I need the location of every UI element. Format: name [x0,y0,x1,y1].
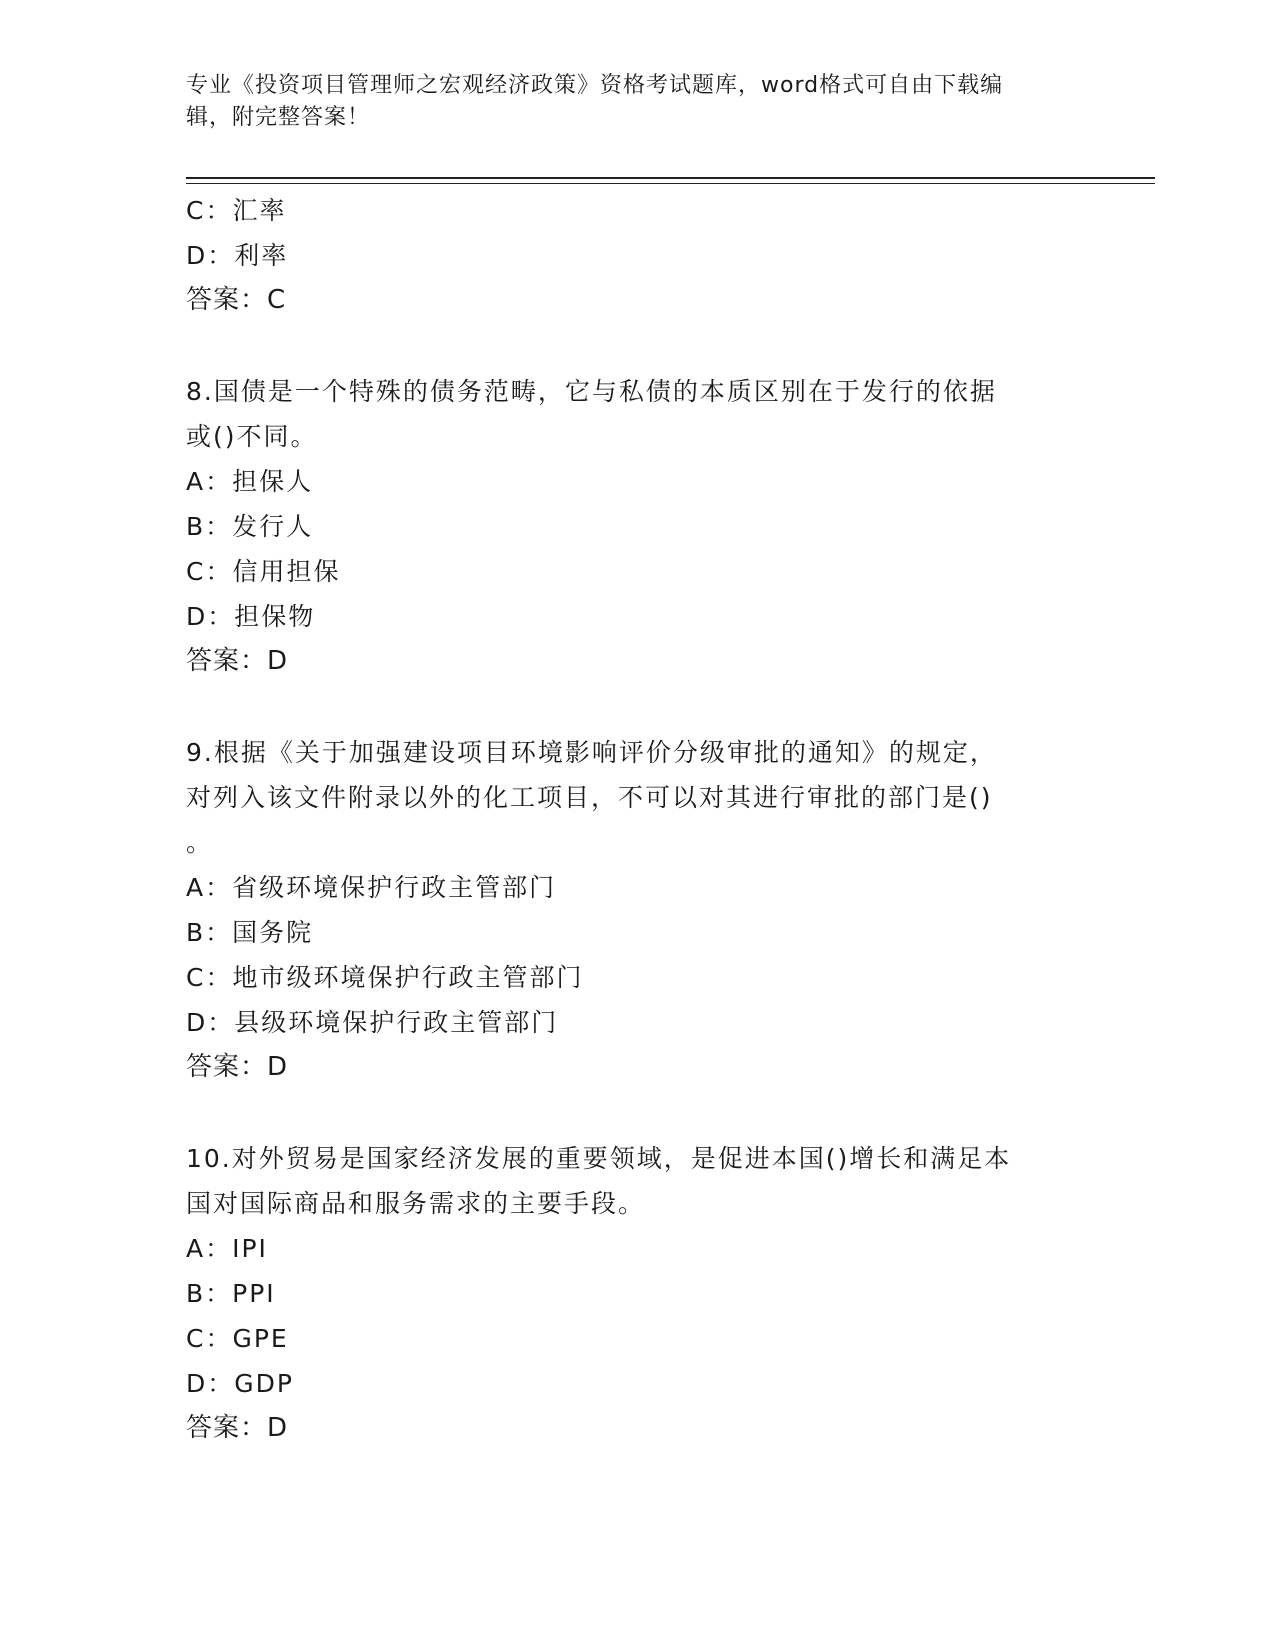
header-line-2: 辑，附完整答案！ [186,105,371,130]
q7-option-c: C：汇率 [186,196,287,225]
spacer [186,684,1086,730]
q10-option-d: D：GDP [186,1369,294,1398]
header-divider-thin [186,183,1155,184]
q7-option-d: D：利率 [186,241,289,270]
q9-text-line-1: 9.根据《关于加强建设项目环境影响评价分级审批的通知》的规定， [186,738,997,767]
q9-text-line-3: 。 [186,828,214,857]
spacer [186,1090,1086,1136]
question-content [186,188,1086,1451]
q8-option-d: D：担保物 [186,602,316,631]
q8-option-a: A：担保人 [186,467,314,496]
q8-option-c: C：信用担保 [186,557,341,586]
q9-answer: 答案：D [186,1052,289,1082]
q8-text-line-1: 8.国债是一个特殊的债务范畴，它与私债的本质区别在于发行的依据 [186,377,997,406]
q10-text-line-1: 10.对外贸易是国家经济发展的重要领域，是促进本国()增长和满足本 [186,1144,1012,1173]
q9-option-a: A：省级环境保护行政主管部门 [186,873,557,902]
question-10 [186,1136,1086,1451]
header-divider-thick [186,177,1155,179]
question-8 [186,369,1086,684]
q8-text-line-2: 或()不同。 [186,422,318,451]
q10-answer: 答案：D [186,1413,289,1443]
q10-option-b: B：PPI [186,1279,276,1308]
q9-option-b: B：国务院 [186,918,314,947]
document-header [186,70,1066,134]
q9-text-line-2: 对列入该文件附录以外的化工项目，不可以对其进行审批的部门是() [186,783,993,812]
question-7-tail [186,188,1086,323]
header-line-1: 专业《投资项目管理师之宏观经济政策》资格考试题库，word格式可自由下载编 [186,73,1004,98]
q10-option-a: A：IPI [186,1234,268,1263]
q8-answer: 答案：D [186,646,289,676]
q10-option-c: C：GPE [186,1324,289,1353]
q10-text-line-2: 国对国际商品和服务需求的主要手段。 [186,1189,646,1218]
q7-answer: 答案：C [186,285,287,315]
question-9 [186,730,1086,1090]
q9-option-d: D：县级环境保护行政主管部门 [186,1008,559,1037]
spacer [186,323,1086,369]
q8-option-b: B：发行人 [186,512,314,541]
q9-option-c: C：地市级环境保护行政主管部门 [186,963,584,992]
